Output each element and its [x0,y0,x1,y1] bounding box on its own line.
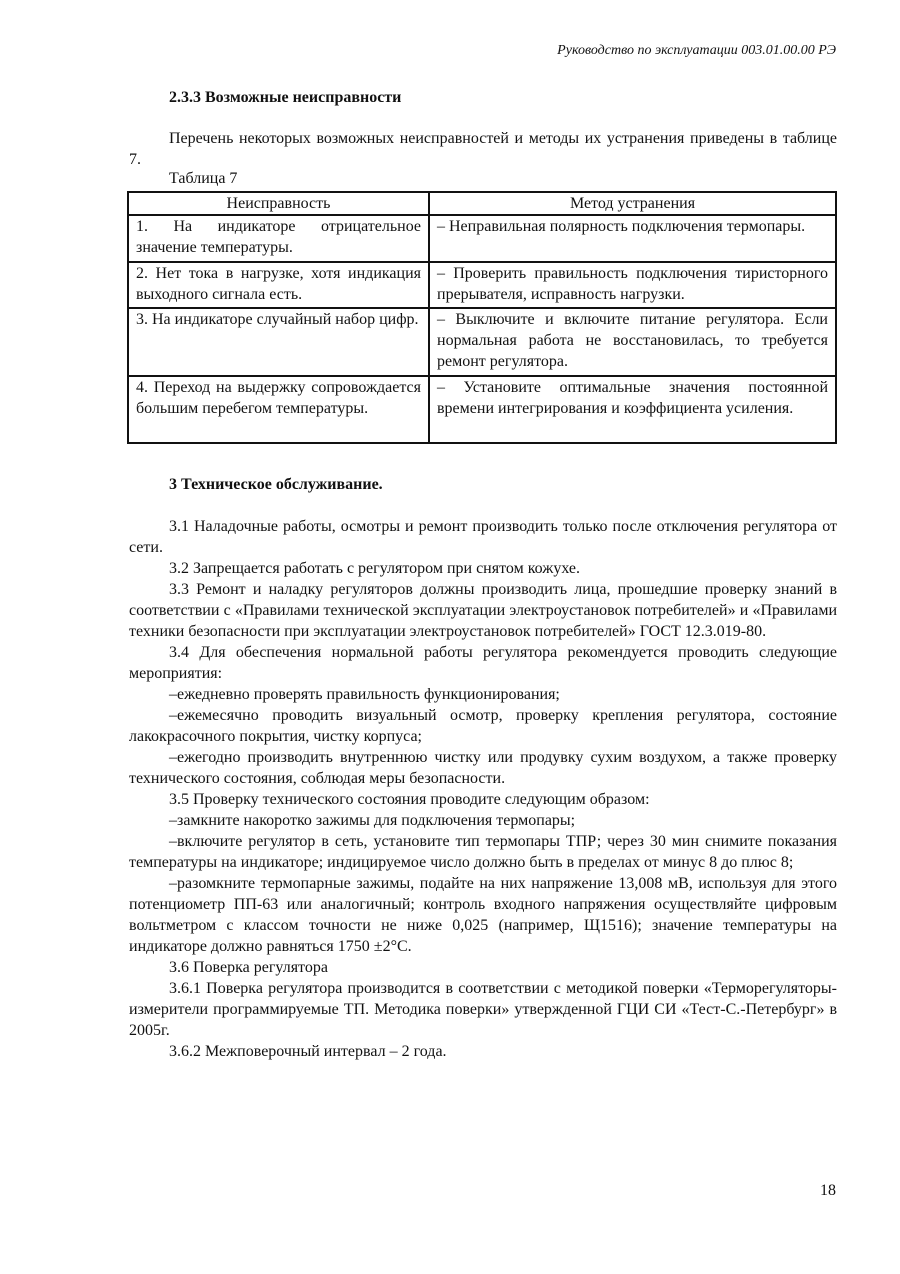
method-cell: – Установите оптимальные значения постоянной времени интегрирования и коэффициента усиления. [429,376,836,443]
paragraph-3-6-2: 3.6.2 Межповерочный интервал – 2 года. [169,1043,447,1060]
table-header-row [128,192,836,215]
paragraph-3-6-1: 3.6.1 Поверка регулятора производится в соответствии с методикой поверки «Терморегуляторы-измерители программируемые ТП. Методика поверки» утвержденной ГЦИ СИ «Тест-С.-Петербург» в 2005г. [129,980,837,1039]
fault-cell: 2. Нет тока в нагрузке, хотя индикация выходного сигнала есть. [128,262,429,308]
method-cell: – Неправильная полярность подключения термопары. [429,215,836,262]
section-3-body [129,516,837,1062]
page-number: 18 [820,1182,836,1199]
paragraph-3-4: 3.4 Для обеспечения нормальной работы регулятора рекомендуется проводить следующие мероприятия: [129,644,837,682]
list-item: –ежегодно производить внутреннюю чистку или продувку сухим воздухом, а также проверку технического состояния, соблюдая меры безопасности. [129,749,837,787]
paragraph-3-2: 3.2 Запрещается работать с регулятором при снятом кожухе. [169,560,581,577]
faults-table [127,191,837,444]
paragraph-3-5: 3.5 Проверку технического состояния проводите следующим образом: [169,791,650,808]
fault-cell: 3. На индикаторе случайный набор цифр. [128,308,429,376]
list-item: –замкните накоротко зажимы для подключения термопары; [169,812,576,829]
list-item: –ежедневно проверять правильность функционирования; [169,686,560,703]
table-caption: Таблица 7 [169,170,238,187]
method-cell: – Проверить правильность подключения тиристорного прерывателя, исправность нагрузки. [429,262,836,308]
header-fault: Неисправность [128,192,429,215]
paragraph-3-6: 3.6 Поверка регулятора [169,959,328,976]
table-row [128,215,836,262]
list-item: –ежемесячно проводить визуальный осмотр, проверку крепления регулятора, состояние лакокрасочного покрытия, чистку корпуса; [129,707,837,745]
section-3-title: 3 Техническое обслуживание. [169,476,383,493]
header-method: Метод устранения [429,192,836,215]
table-row [128,376,836,443]
list-item: –включите регулятор в сеть, установите тип термопары ТПР; через 30 мин снимите показания температуры на индикаторе; индицируемое число должно быть в пределах от минус 8 до плюс 8; [129,833,837,871]
table-row [128,262,836,308]
table-row [128,308,836,376]
list-item: –разомкните термопарные зажимы, подайте на них напряжение 13,008 мВ, используя для этого потенциометр ПП-63 или аналогичный; контроль входного напряжения осуществляйте цифровым вольтметром с классом точности не ниже 0,025 (например, Щ1516); значение температуры на индикаторе должно равняться 1750 ±2°С. [129,875,837,955]
paragraph-3-3: 3.3 Ремонт и наладку регуляторов должны производить лица, прошедшие проверку знаний в соответствии с «Правилами технической эксплуатации электроустановок потребителей» и «Правилами техники безопасности при эксплуатации электроустановок потребителей» ГОСТ 12.3.019-80. [129,581,837,640]
section-2-3-3-title: 2.3.3 Возможные неисправности [169,89,402,106]
fault-cell: 4. Переход на выдержку сопровождается большим перебегом температуры. [128,376,429,443]
section-2-3-3-intro: Перечень некоторых возможных неисправностей и методы их устранения приведены в таблице 7. [129,130,837,168]
paragraph-3-1: 3.1 Наладочные работы, осмотры и ремонт производить только после отключения регулятора от сети. [129,518,837,556]
running-header: Руководство по эксплуатации 003.01.00.00 РЭ [557,43,836,58]
fault-cell: 1. На индикаторе отрицательное значение температуры. [128,215,429,262]
method-cell: – Выключите и включите питание регулятора. Если нормальная работа не восстановилась, то требуется ремонт регулятора. [429,308,836,376]
